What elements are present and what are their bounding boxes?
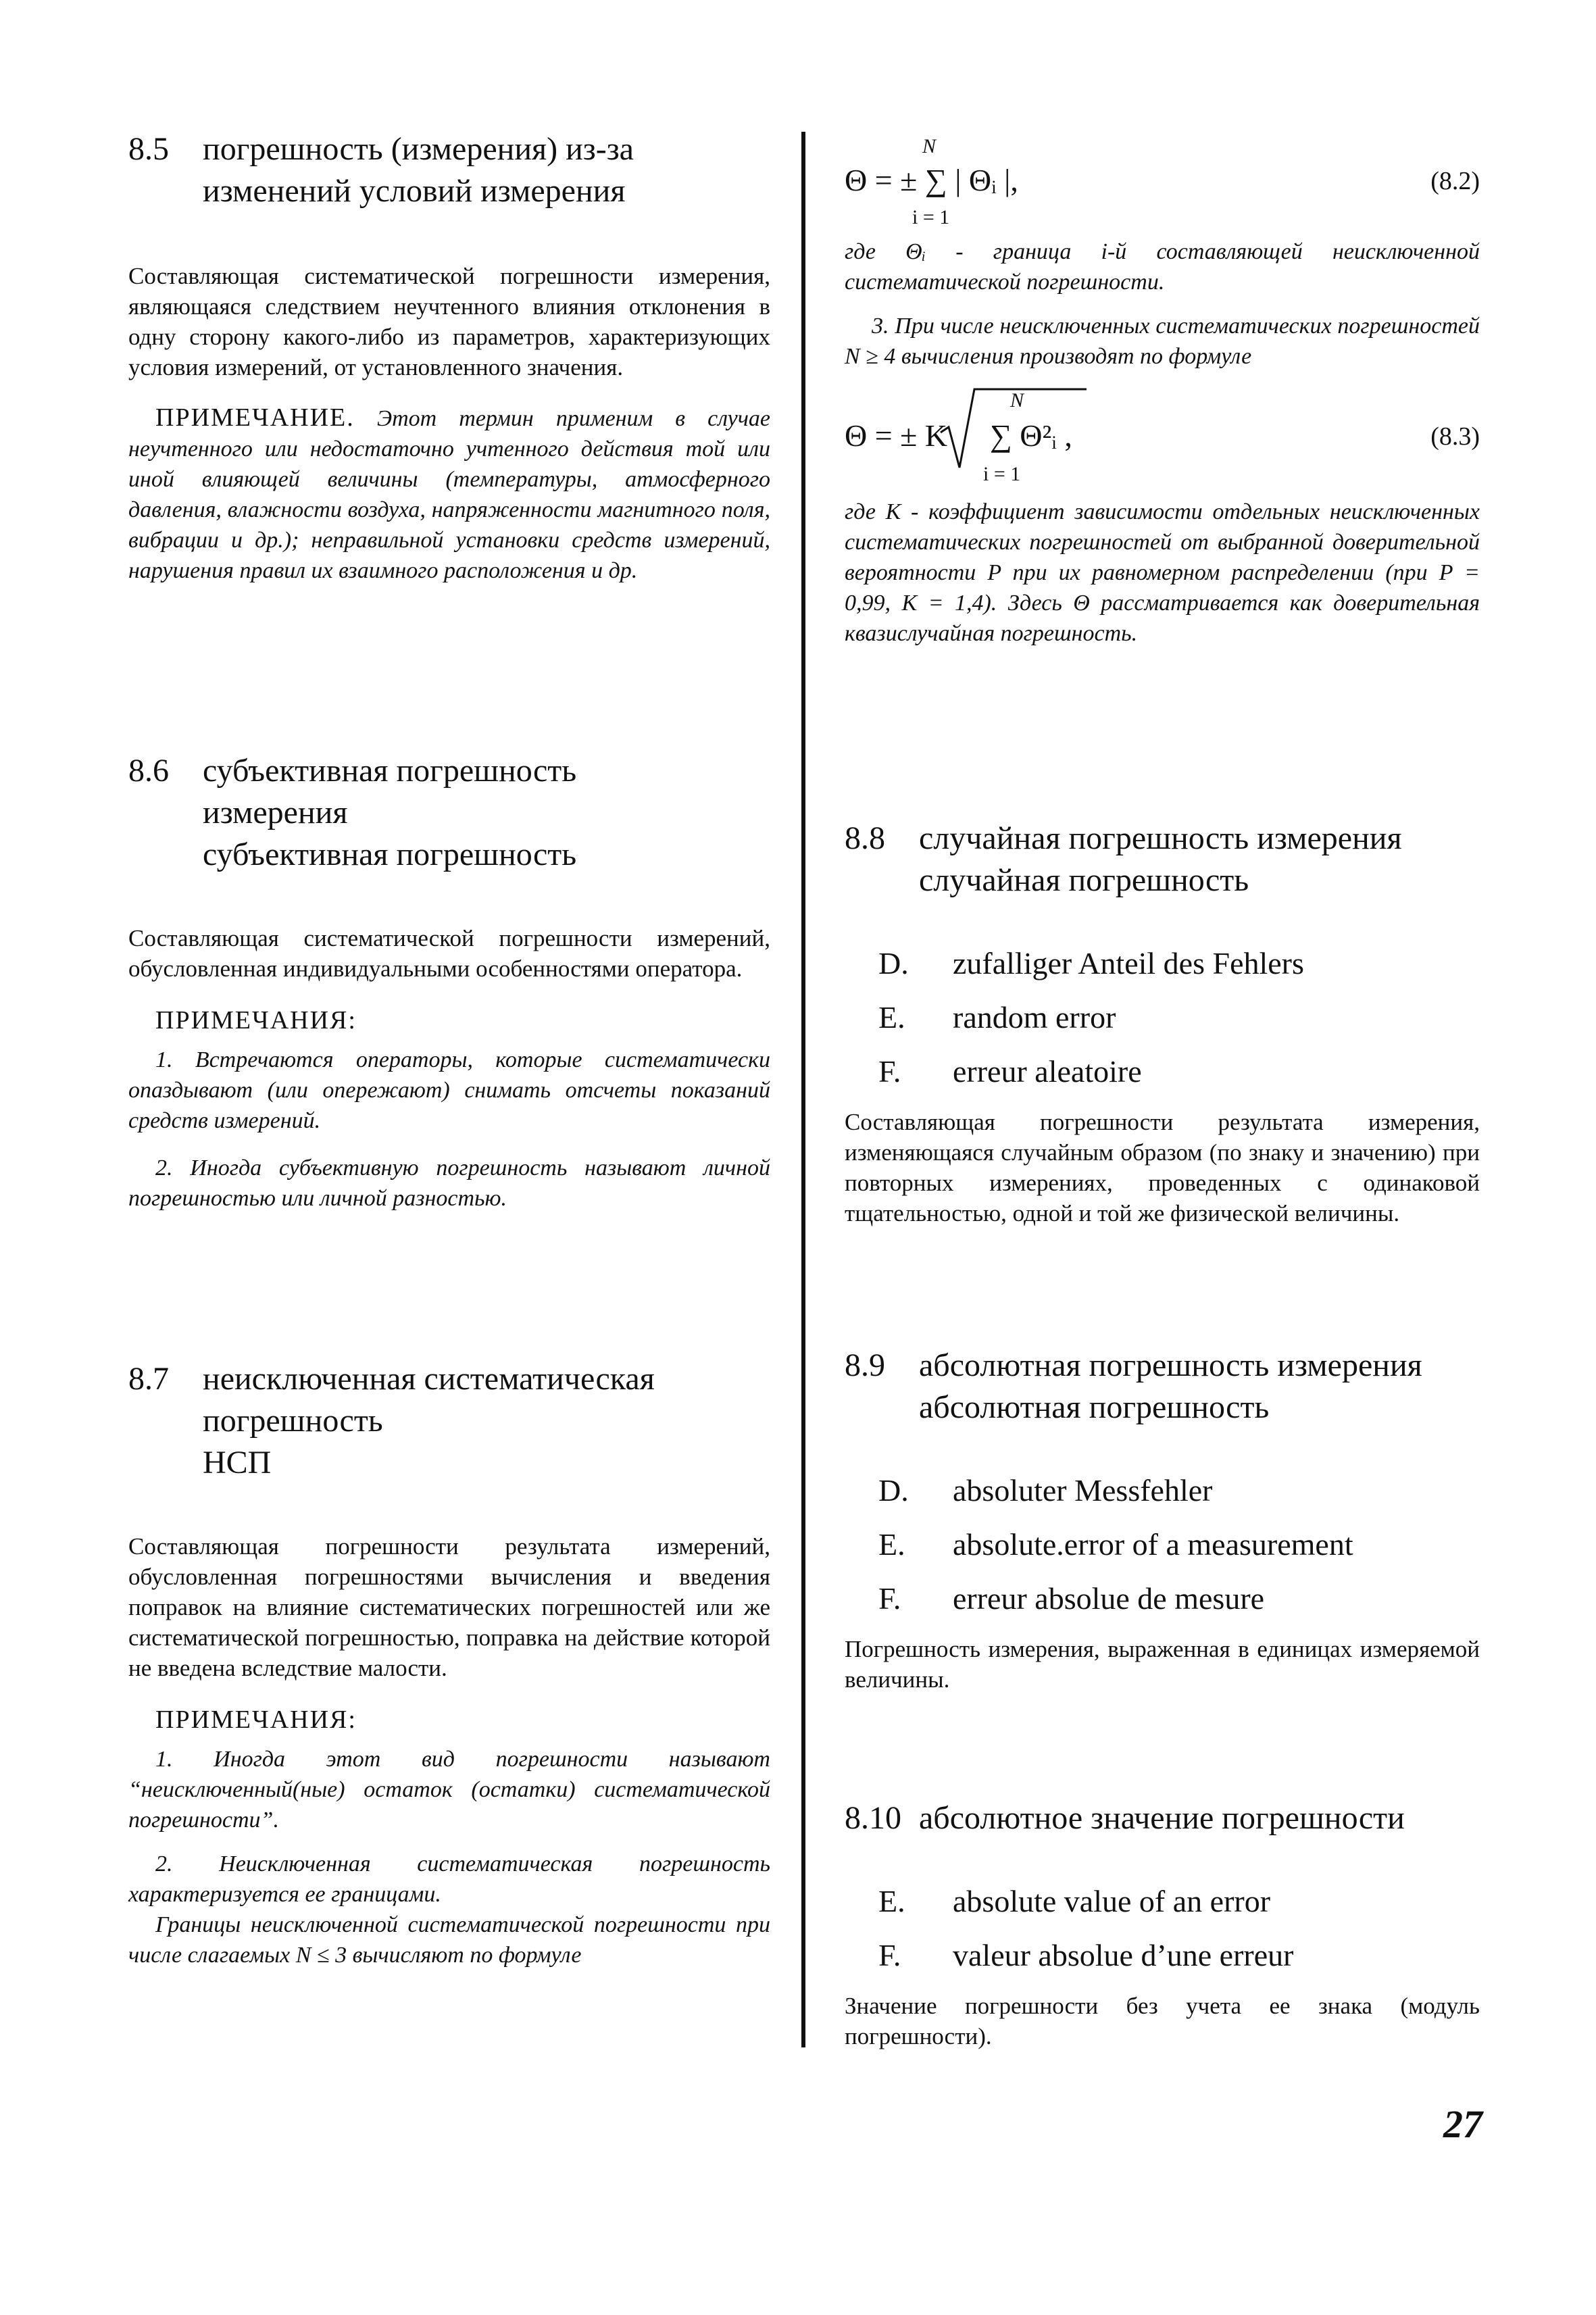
term-name: измерения	[203, 795, 348, 830]
equation-number: (8.3)	[1430, 422, 1480, 451]
term-name: абсолютное значение погрешности	[919, 1800, 1405, 1836]
section-8-9	[845, 1345, 1480, 1695]
definition: Погрешность измерения, выраженная в единицах измеряемой величины.	[845, 1636, 1480, 1693]
term-name: абсолютная погрешность измерения	[919, 1347, 1422, 1383]
language-item	[845, 1464, 1480, 1518]
term-number: 8.8	[845, 820, 885, 856]
definition: Составляющая систематической погрешности измерения, являющаяся следствием неучтенного влияния отклонения в одну сторону какого-либо из параметров, характеризующих условия измерений, от установленного значения.	[128, 263, 770, 380]
note: Границы неисключенной систематической погрешности при числе слагаемых N ≤ 3 вычисляют по формуле	[128, 1912, 770, 1968]
language-code: D.	[878, 946, 909, 980]
formula-explanation: где Θᵢ - граница i-й составляющей неисключенной систематической погрешности.	[845, 239, 1480, 295]
note-text: Этот термин применим в случае неучтенного или недостаточно учтенного действия той или иной влияющей величины (температуры, атмосферного давления, влажности воздуха, напряженности магнитного поля, вибрации и др.); неправильной установки средств измерений, нарушения правил их взаимного расположения и др.	[128, 406, 771, 583]
language-item	[845, 1874, 1480, 1928]
definition: Составляющая погрешности результата измерений, обусловленная погрешностями вычисления и введения поправок на влияние систематических погрешностей или же систематической погрешностью, поправка на действие которой не введена вследствие малости.	[128, 1533, 770, 1681]
section-8-7	[128, 1358, 770, 1970]
term-name: субъективная погрешность	[203, 753, 577, 789]
language-term: absolute.error of a measurement	[953, 1527, 1353, 1562]
section-8-5	[128, 128, 770, 586]
term-name: случайная погрешность измерения	[919, 820, 1402, 856]
note: 1. Встречаются операторы, которые систематически опаздывают (или опережают) снимать отсчеты показаний средств измерений.	[128, 1047, 770, 1133]
term-name: НСП	[203, 1445, 272, 1480]
term-heading	[128, 750, 770, 876]
sum-lower-limit: i = 1	[912, 206, 950, 228]
language-item	[845, 1928, 1480, 1983]
term-number: 8.9	[845, 1347, 885, 1383]
sum-lower-limit: i = 1	[983, 463, 1021, 485]
term-name: абсолютная погрешность	[919, 1389, 1270, 1425]
section-8-8	[845, 818, 1480, 1228]
language-item	[845, 1045, 1480, 1099]
term-name: субъективная погрешность	[203, 837, 577, 872]
term-heading	[128, 1358, 770, 1484]
language-equivalents	[845, 1464, 1480, 1626]
language-term: random error	[953, 1000, 1116, 1035]
equation-number: (8.2)	[1430, 167, 1480, 195]
term-heading	[128, 128, 770, 212]
sum-upper-limit: N	[1010, 389, 1024, 412]
column-divider	[801, 132, 805, 2047]
language-equivalents	[845, 1874, 1480, 1983]
definition: Значение погрешности без учета ее знака (модуль погрешности).	[845, 1993, 1480, 2049]
note: 1. Иногда этот вид погрешности называют “неисключенный(ные) остаток (остатки) систематической погрешности”.	[128, 1747, 770, 1833]
definition: Составляющая погрешности результата измерения, изменяющаяся случайным образом (по знаку и значению) при повторных измерениях, проведенных с одинаковой тщательностью, одной и той же физической величины.	[845, 1109, 1480, 1226]
language-code: E.	[878, 1000, 905, 1035]
term-name: погрешность (измерения) из-за	[203, 131, 634, 167]
language-code: E.	[878, 1884, 905, 1918]
language-term: erreur aleatoire	[953, 1054, 1142, 1089]
formula	[845, 135, 1480, 237]
language-code: F.	[878, 1054, 901, 1089]
note: 2. Неисключенная систематическая погрешность характеризуется ее границами.	[128, 1851, 770, 1907]
definition: Составляющая систематической погрешности измерений, обусловленная индивидуальными особенностями оператора.	[128, 925, 770, 982]
section-8-6	[128, 750, 770, 1214]
note-label: ПРИМЕЧАНИЕ.	[155, 403, 355, 432]
formula-prefix: Θ = ± K	[845, 418, 948, 453]
note	[128, 403, 770, 586]
language-term: valeur absolue d’une erreur	[953, 1938, 1294, 1972]
note: 3. При числе неисключенных систематических погрешностей N ≥ 4 вычисления производят по формуле	[845, 314, 1480, 369]
sum-upper-limit: N	[922, 135, 937, 157]
term-name: изменений условий измерения	[203, 173, 626, 209]
formula-explanation: где K - коэффициент зависимости отдельных неисключенных систематических погрешностей от выбранной доверительной вероятности P при их равномерном распределении (при P = 0,99, K = 1,4). Здесь Θ рассматривается как доверительная квазислучайная погрешность.	[845, 499, 1480, 646]
page-number: 27	[1443, 2102, 1482, 2146]
language-item	[845, 991, 1480, 1045]
term-name: погрешность	[203, 1403, 383, 1439]
term-number: 8.6	[128, 753, 169, 789]
term-name: неисключенная систематическая	[203, 1361, 655, 1397]
term-heading	[845, 818, 1480, 901]
formula-8-2	[845, 135, 1480, 649]
formula-body: ∑ Θ²ᵢ ,	[990, 418, 1072, 453]
language-code: F.	[878, 1938, 901, 1972]
notes-label: ПРИМЕЧАНИЯ:	[155, 1006, 357, 1035]
term-name: случайная погрешность	[919, 862, 1249, 898]
section-8-10	[845, 1797, 1480, 2051]
term-number: 8.7	[128, 1361, 169, 1397]
language-item	[845, 1518, 1480, 1572]
term-heading	[845, 1345, 1480, 1428]
notes-label: ПРИМЕЧАНИЯ:	[155, 1706, 357, 1734]
language-code: D.	[878, 1473, 909, 1508]
term-number: 8.5	[128, 131, 169, 167]
term-heading	[845, 1797, 1480, 1839]
language-term: absolute value of an error	[953, 1884, 1271, 1918]
language-item	[845, 937, 1480, 991]
language-code: E.	[878, 1527, 905, 1562]
language-term: erreur absolue de mesure	[953, 1581, 1265, 1616]
formula	[845, 378, 1480, 497]
language-item	[845, 1572, 1480, 1626]
formula-body: Θ = ± ∑ | Θᵢ |,	[845, 163, 1018, 197]
language-equivalents	[845, 937, 1480, 1099]
language-code: F.	[878, 1581, 901, 1616]
note: 2. Иногда субъективную погрешность называют личной погрешностью или личной разностью.	[128, 1155, 770, 1211]
term-number: 8.10	[845, 1800, 901, 1836]
language-term: absoluter Messfehler	[953, 1473, 1213, 1508]
language-term: zufalliger Anteil des Fehlers	[953, 946, 1304, 980]
